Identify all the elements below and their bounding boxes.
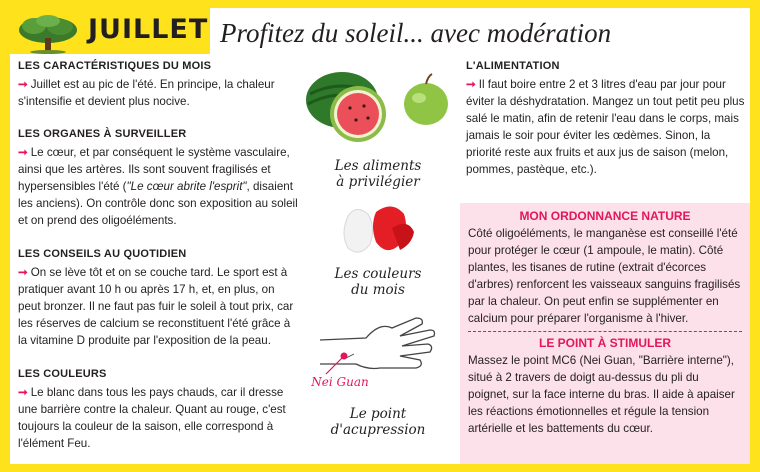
section-text [18, 76, 290, 110]
arrow-icon: ➞ [18, 146, 28, 159]
ordonnance-heading: MON ORDONNANCE NATURE [519, 209, 691, 223]
arrow-icon: ➞ [466, 78, 476, 91]
section-text [18, 384, 296, 452]
section-body-end: , disaient les anciens). On contrôle donc son exposition au soleil et on prend des oligoéléments. [18, 180, 298, 227]
tree-icon [16, 14, 80, 54]
section-text [466, 76, 748, 178]
arrow-icon: ➞ [18, 78, 28, 91]
month-band [10, 8, 210, 54]
section-body: Le cœur, et par conséquent le système vasculaire, ainsi que les artères. Ils sont souvent fragilisés et hypersensibles l'été ( [18, 146, 290, 193]
caption-point [298, 406, 458, 438]
section-couleurs [18, 366, 296, 452]
caption-line: Les aliments [334, 158, 422, 174]
caption-line: Les couleurs [334, 266, 422, 282]
caption-nei-guan: Nei Guan [311, 375, 369, 389]
ordonnance-text: Côté oligoéléments, le manganèse est conseillé l'été pour protéger le cœur (1 ampoule, le matin). Côté plantes, les tisanes de rutine (extrait d'écorces d'arbres) renforcent les vaisseaux sanguins fragilisés par la chaleur. On peut enfin se supplémenter en calcium pour préparer l'organisme à l'hiver. [468, 227, 741, 325]
section-heading: LES CARACTÉRISTIQUES DU MOIS [18, 60, 212, 72]
caption-line: Le point [349, 406, 407, 422]
section-heading: LES CONSEILS AU QUOTIDIEN [18, 248, 187, 260]
section-body: Juillet est au pic de l'été. En principe, la chaleur s'intensifie et devient plus nocive. [18, 78, 275, 108]
arrow-icon: ➞ [18, 386, 28, 399]
section-heading: L'ALIMENTATION [466, 60, 560, 72]
paint-swatch-icon [344, 206, 414, 252]
section-body: On se lève tôt et on se couche tard. Le sport est à pratiquer avant 10 h ou après 17 h, et, en plus, on peut bronzer. Il ne faut pas fuir le soleil à tout prix, car les réserves de calcium se reconstituent l'été grâce à la vitamine D produite par l'exposition de la peau. [18, 266, 294, 347]
section-organes [18, 126, 298, 229]
watermelon-icon [306, 72, 386, 142]
point-heading: LE POINT À STIMULER [539, 336, 671, 350]
arrow-icon: ➞ [18, 266, 28, 279]
section-heading: LES ORGANES À SURVEILLER [18, 128, 187, 140]
ordonnance-box [460, 203, 750, 464]
section-alimentation [466, 58, 748, 178]
section-quote: "Le cœur abrite l'esprit" [126, 180, 247, 193]
point-text: Massez le point MC6 (Nei Guan, "Barrière interne"), situé à 2 travers de doigt au-dessus du pli du poignet, sur la face interne du bras. Il aide à apaiser les réactions émotionnelles et régule la tension artérielle et les battements du cœur. [468, 354, 735, 435]
section-caracteristiques [18, 58, 290, 110]
caption-line: du mois [351, 282, 405, 298]
hand-icon [320, 318, 435, 374]
apple-icon [404, 74, 448, 125]
section-heading: LES COULEURS [18, 368, 107, 380]
caption-line: à privilégier [336, 174, 420, 190]
section-body: Le blanc dans tous les pays chauds, car il dresse une barrière contre la chaleur. Quant au rouge, c'est toujours la couleur de la saison, elle correspond à l'élément Feu. [18, 386, 286, 450]
section-body: Il faut boire entre 2 et 3 litres d'eau par jour pour éviter la déshydratation. Mangez un tout petit peu plus salé le matin, afin de retenir l'eau dans le corps, mais jamais le soir pour éviter les œdèmes. Sinon, la priorité reste aux fruits et aux jus de saison (melon, pommes, pastèque, etc.). [466, 78, 745, 176]
section-conseils [18, 246, 296, 349]
caption-aliments [298, 158, 458, 190]
month-title: JUILLET [88, 14, 209, 45]
caption-couleurs [298, 266, 458, 298]
section-text [18, 144, 298, 229]
caption-line: d'acupression [330, 422, 426, 438]
divider [468, 331, 742, 332]
page [10, 8, 750, 464]
page-title: Profitez du soleil... avec modération [220, 18, 612, 48]
section-text [18, 264, 296, 349]
